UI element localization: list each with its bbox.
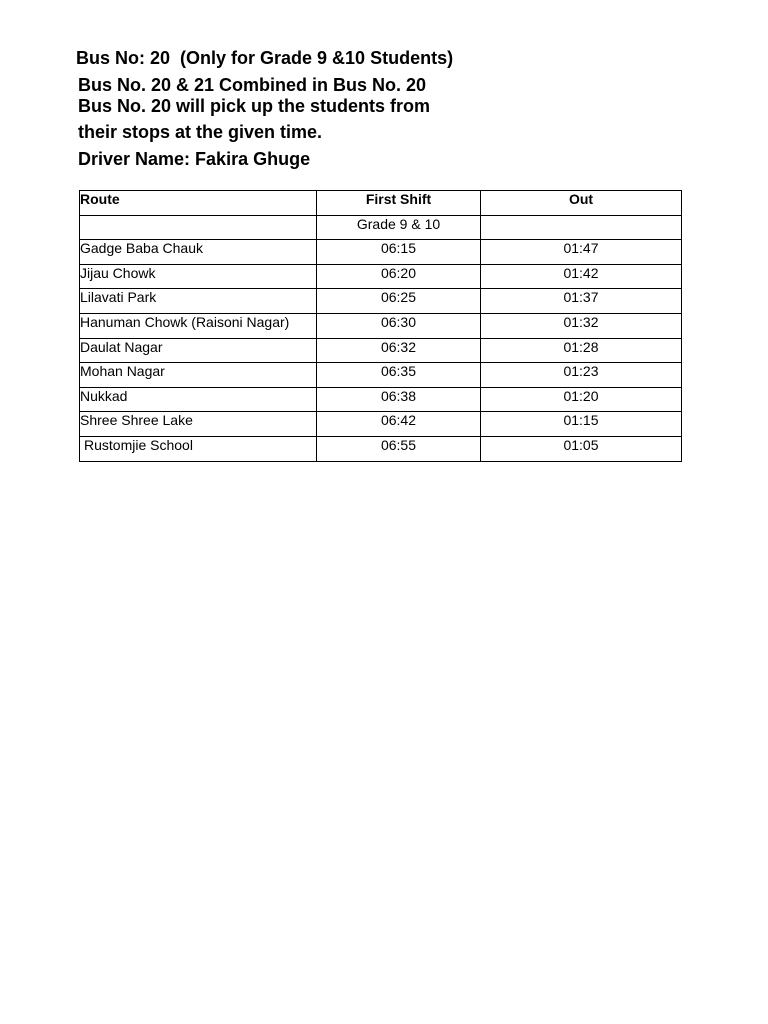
stop-name: Rustomjie School — [80, 436, 317, 461]
pickup-note-line1: Bus No. 20 will pick up the students from — [78, 96, 431, 116]
out-time: 01:20 — [481, 387, 682, 412]
first-shift-time: 06:42 — [317, 412, 481, 437]
bus-title: Bus No: 20 (Only for Grade 9 &10 Students) — [76, 48, 454, 68]
table-header-row — [80, 191, 682, 216]
first-shift-time: 06:55 — [317, 436, 481, 461]
bus-schedule-table — [79, 190, 682, 462]
stop-name: Hanuman Chowk (Raisoni Nagar) — [80, 313, 317, 338]
first-shift-time: 06:30 — [317, 313, 481, 338]
stop-name: Shree Shree Lake — [80, 412, 317, 437]
first-shift-time: 06:25 — [317, 289, 481, 314]
first-shift-time: 06:35 — [317, 363, 481, 388]
stop-name: Gadge Baba Chauk — [80, 240, 317, 265]
out-time: 01:37 — [481, 289, 682, 314]
driver-name: Driver Name: Fakira Ghuge — [78, 149, 311, 169]
table-row — [80, 240, 682, 265]
table-row — [80, 387, 682, 412]
out-time: 01:47 — [481, 240, 682, 265]
subheader-out — [481, 215, 682, 240]
column-header-route: Route — [80, 191, 317, 216]
out-time: 01:05 — [481, 436, 682, 461]
out-time: 01:23 — [481, 363, 682, 388]
out-time: 01:15 — [481, 412, 682, 437]
subheader-route — [80, 215, 317, 240]
table-subheader-row — [80, 215, 682, 240]
first-shift-time: 06:20 — [317, 264, 481, 289]
table-row — [80, 436, 682, 461]
first-shift-time: 06:38 — [317, 387, 481, 412]
subheader-grade: Grade 9 & 10 — [317, 215, 481, 240]
pickup-note-line2: their stops at the given time. — [78, 122, 323, 142]
stop-name: Mohan Nagar — [80, 363, 317, 388]
table-row — [80, 264, 682, 289]
table-row — [80, 412, 682, 437]
combined-bus-note: Bus No. 20 & 21 Combined in Bus No. 20 — [78, 75, 427, 95]
first-shift-time: 06:15 — [317, 240, 481, 265]
stop-name: Daulat Nagar — [80, 338, 317, 363]
out-time: 01:28 — [481, 338, 682, 363]
table-row — [80, 313, 682, 338]
table-row — [80, 363, 682, 388]
stop-name: Lilavati Park — [80, 289, 317, 314]
column-header-out: Out — [481, 191, 682, 216]
stop-name: Nukkad — [80, 387, 317, 412]
column-header-first-shift: First Shift — [317, 191, 481, 216]
table-row — [80, 338, 682, 363]
out-time: 01:42 — [481, 264, 682, 289]
out-time: 01:32 — [481, 313, 682, 338]
first-shift-time: 06:32 — [317, 338, 481, 363]
stop-name: Jijau Chowk — [80, 264, 317, 289]
table-row — [80, 289, 682, 314]
